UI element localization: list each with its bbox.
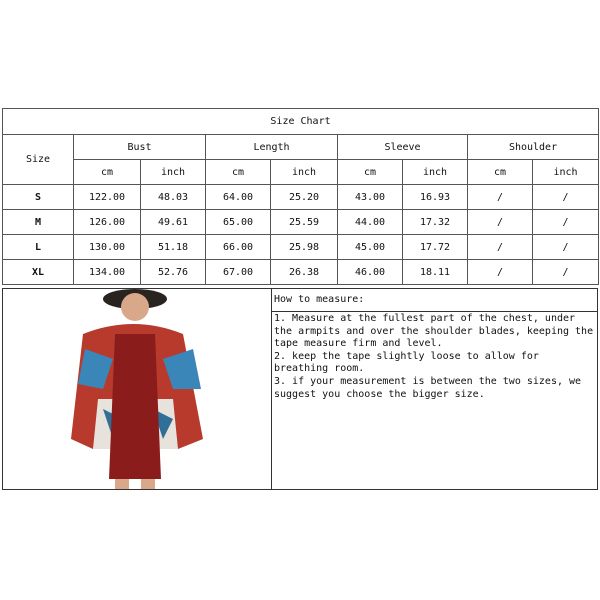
value-cell: 25.20 bbox=[271, 185, 338, 210]
size-cell: M bbox=[3, 210, 74, 235]
value-cell: / bbox=[468, 210, 533, 235]
size-chart-table bbox=[2, 108, 599, 285]
measure-panel bbox=[2, 288, 598, 490]
product-photo bbox=[3, 289, 272, 489]
value-cell: 67.00 bbox=[206, 260, 271, 285]
value-cell: / bbox=[468, 260, 533, 285]
value-cell: 43.00 bbox=[338, 185, 403, 210]
value-cell: 65.00 bbox=[206, 210, 271, 235]
unit-header: inch bbox=[403, 160, 468, 185]
value-cell: 52.76 bbox=[141, 260, 206, 285]
how-to-measure-heading: How to measure: bbox=[272, 289, 597, 312]
table-row bbox=[3, 210, 599, 235]
unit-header: cm bbox=[206, 160, 271, 185]
value-cell: / bbox=[533, 185, 599, 210]
unit-header: cm bbox=[338, 160, 403, 185]
shoulder-header: Shoulder bbox=[468, 135, 599, 160]
size-cell: L bbox=[3, 235, 74, 260]
step-3: 3. if your measurement is between the two sizes, we suggest you choose the bigger size. bbox=[274, 375, 582, 400]
value-cell: 48.03 bbox=[141, 185, 206, 210]
value-cell: / bbox=[468, 185, 533, 210]
size-cell: XL bbox=[3, 260, 74, 285]
value-cell: 64.00 bbox=[206, 185, 271, 210]
value-cell: 126.00 bbox=[74, 210, 141, 235]
value-cell: 130.00 bbox=[74, 235, 141, 260]
value-cell: 44.00 bbox=[338, 210, 403, 235]
value-cell: 25.98 bbox=[271, 235, 338, 260]
value-cell: 66.00 bbox=[206, 235, 271, 260]
value-cell: 25.59 bbox=[271, 210, 338, 235]
size-header: Size bbox=[3, 135, 74, 185]
unit-header: inch bbox=[141, 160, 206, 185]
value-cell: 45.00 bbox=[338, 235, 403, 260]
value-cell: 16.93 bbox=[403, 185, 468, 210]
value-cell: 18.11 bbox=[403, 260, 468, 285]
value-cell: / bbox=[533, 210, 599, 235]
length-header: Length bbox=[206, 135, 338, 160]
sleeve-header: Sleeve bbox=[338, 135, 468, 160]
value-cell: / bbox=[468, 235, 533, 260]
value-cell: / bbox=[533, 235, 599, 260]
step-1: 1. Measure at the fullest part of the chest, under the armpits and over the shoulder blades, keeping the tape measure firm and level. bbox=[274, 313, 594, 350]
value-cell: / bbox=[533, 260, 599, 285]
value-cell: 122.00 bbox=[74, 185, 141, 210]
table-row bbox=[3, 185, 599, 210]
bust-header: Bust bbox=[74, 135, 206, 160]
step-2: 2. keep the tape slightly loose to allow for breathing room. bbox=[274, 350, 539, 375]
chart-title: Size Chart bbox=[3, 109, 599, 135]
value-cell: 17.72 bbox=[403, 235, 468, 260]
size-cell: S bbox=[3, 185, 74, 210]
value-cell: 51.18 bbox=[141, 235, 206, 260]
table-row bbox=[3, 235, 599, 260]
unit-header: inch bbox=[533, 160, 599, 185]
value-cell: 49.61 bbox=[141, 210, 206, 235]
value-cell: 26.38 bbox=[271, 260, 338, 285]
value-cell: 46.00 bbox=[338, 260, 403, 285]
value-cell: 134.00 bbox=[74, 260, 141, 285]
value-cell: 17.32 bbox=[403, 210, 468, 235]
measure-steps bbox=[272, 312, 597, 402]
unit-header: cm bbox=[74, 160, 141, 185]
table-row bbox=[3, 260, 599, 285]
unit-header: cm bbox=[468, 160, 533, 185]
unit-header: inch bbox=[271, 160, 338, 185]
